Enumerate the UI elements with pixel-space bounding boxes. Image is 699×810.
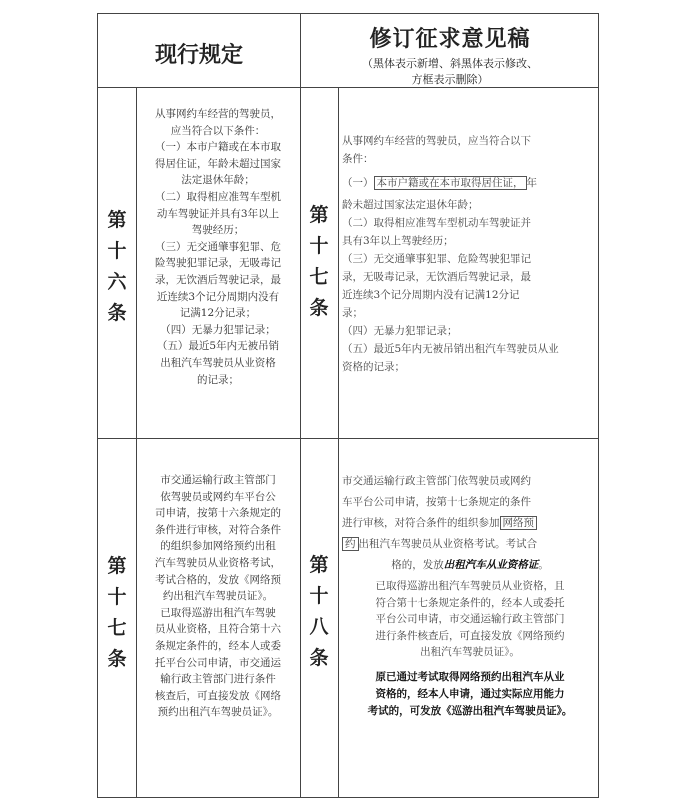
- deleted-text: 约: [342, 537, 359, 551]
- new-article-18-text: [342, 471, 598, 720]
- header-current: 现行规定: [154, 43, 243, 68]
- divider-center: [300, 14, 301, 798]
- new-article-18-label: 第 十 八 条: [309, 554, 329, 669]
- old-article-17-label: 第 十 七 条: [107, 555, 127, 670]
- divider-article-new: [338, 87, 339, 798]
- new-18-para-3-added: 原已通过考试取得网络预约出租汽车从业 资格的，经本人申请，通过实际应用能力 考试的，可发放《巡游出租汽车驾驶员证》。: [367, 670, 573, 717]
- new-18-para-2: 已取得巡游出租汽车驾驶员从业资格，且 符合第十七条规定条件的，经本人或委托 平台公司申请，市交通运输行政主管部门 进行条件核查后，可直接发放《网络预约 出租汽车驾驶员证》。: [375, 580, 565, 659]
- new-article-17-label: 第 十 七 条: [309, 204, 329, 319]
- header-revised: 修订征求意见稿: [369, 27, 531, 52]
- deleted-text: 本市户籍或在本市取得居住证，: [374, 176, 527, 190]
- comparison-table: [97, 13, 599, 798]
- header-revised-note: [300, 56, 600, 88]
- divider-article-old: [136, 87, 137, 798]
- deleted-text: 网络预: [500, 516, 538, 530]
- old-article-16-text: 从事网约车经营的驾驶员， 应当符合以下条件： （一）本市户籍或在本市取 得居住证，年龄未超过国家 法定退休年龄； （二）取得相应准驾车型机 动车驾驶证并具有3年以上 驾驶经历； （三）无交通肇事犯罪、危 险驾驶犯罪记录，无吸毒记 录，无饮酒后驾驶记录，最 近连续3个记分周期内没有 记满12分记录； （四）无暴力犯罪记录； （五）最近5年内无被吊销 出租汽车驾驶员从业资格 的记录；: [155, 108, 281, 386]
- note-line-1: （黑体表示新增、斜黑体表示修改、: [362, 57, 538, 70]
- note-line-2: 方框表示删除）: [411, 73, 489, 86]
- divider-row: [98, 438, 598, 439]
- modified-text: 出租汽车从业资格证: [443, 559, 539, 571]
- old-article-16-label: 第 十 六 条: [107, 209, 127, 324]
- old-article-17-text: 市交通运输行政主管部门 依驾驶员或网约车平台公 司申请，按第十六条规定的 条件进行审核，对符合条件 的组织参加网络预约出租 汽车驾驶员从业资格考试， 考试合格的，发放《网络预 约出租汽车驾驶员证》。 已取得巡游出租汽车驾驶 员从业资格，且符合第十六 条规定条件的，经本人或委 托平台公司申请，市交通运 输行政主管部门进行条件 核查后，可直接发放《网络 预约出租汽车驾驶员证》。: [155, 474, 281, 719]
- new-article-17-text: 从事网约车经营的驾驶员，应当符合以下 条件： （一） 本市户籍或在本市取得居住证， 年 龄未超过国家法定退休年龄； （二）取得相应准驾车型机动车驾驶证并 具有3年以上驾驶经历； （三）无交通肇事犯罪、危险驾驶犯罪记 录，无吸毒记录，无饮酒后驾驶记录，最 近连续3个记分周期内没有记满12分记 录； （四）无暴力犯罪记录； （五）最近5年内无被吊销出租汽车驾驶员从业 资格的记录；: [342, 132, 598, 376]
- new-18-para-1: 市交通运输行政主管部门依驾驶员或网约 车平台公司申请，按第十七条规定的条件 进行审核，对符合条件的组织参加 网络预 约 出租汽车驾驶员从业资格考试。考试合 格的，发放出租汽车从业资格证。: [342, 475, 549, 571]
- new-item-1: （一） 本市户籍或在本市取得居住证， 年: [342, 177, 537, 189]
